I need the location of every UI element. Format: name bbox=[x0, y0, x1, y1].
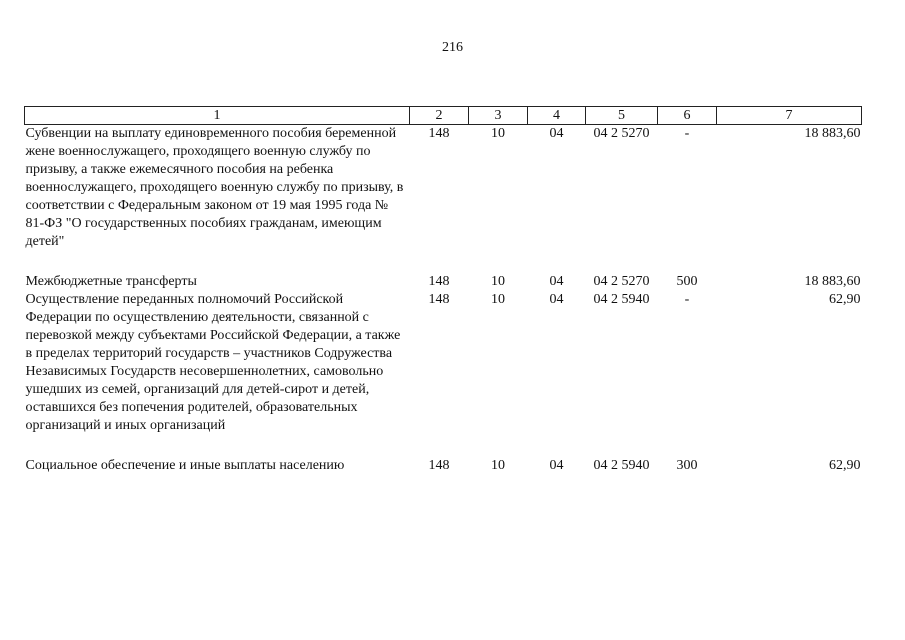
column-header-5: 5 bbox=[586, 107, 658, 125]
column-header-4: 4 bbox=[528, 107, 586, 125]
row-description: Социальное обеспечение и иные выплаты населению bbox=[25, 458, 345, 473]
row-code-4: 04 bbox=[549, 126, 564, 141]
row-code-4: 04 bbox=[549, 292, 564, 307]
header-row bbox=[25, 107, 862, 125]
table-row bbox=[25, 125, 862, 274]
row-description: Осуществление переданных полномочий Российской Федерации по осуществлению деятельности, связанной с перевозкой между субъектами Российской Федерации, а также в пределах территорий государств – участников Содружества Независимых Государств несовершеннолетних, самовольно ушедших из семей, организаций для детей-сирот и детей, оставшихся без попечения родителей, образовательных организаций и иных организаций bbox=[25, 292, 401, 433]
table-body bbox=[25, 125, 862, 476]
row-code-6: - bbox=[684, 126, 690, 141]
column-header-3: 3 bbox=[469, 107, 528, 125]
row-code-3: 10 bbox=[491, 126, 505, 141]
row-code-5: 04 2 5270 bbox=[593, 126, 650, 141]
row-description: Субвенции на выплату единовременного пособия беременной жене военнослужащего, проходящего военную службу по призыву, а также ежемесячного пособия на ребенка военнослужащего, проходящего военную службу по призыву, в соответствии с Федеральным законом от 19 мая 1995 года № 81-ФЗ "О государственных пособиях гражданам, имеющим детей" bbox=[25, 126, 404, 249]
row-code-6: - bbox=[684, 292, 690, 307]
table-row bbox=[25, 291, 862, 457]
column-header-7: 7 bbox=[717, 107, 862, 125]
page-number: 216 bbox=[442, 40, 463, 55]
row-code-5: 04 2 5940 bbox=[593, 292, 650, 307]
row-code-4: 04 bbox=[549, 458, 564, 473]
row-code-3: 10 bbox=[491, 292, 505, 307]
row-code-6: 500 bbox=[676, 274, 698, 289]
row-amount: 18 883,60 bbox=[804, 126, 861, 141]
row-code-2: 148 bbox=[428, 126, 450, 141]
row-description: Межбюджетные трансферты bbox=[25, 274, 197, 289]
row-code-4: 04 bbox=[549, 274, 564, 289]
row-code-5: 04 2 5270 bbox=[593, 274, 650, 289]
budget-table bbox=[24, 106, 862, 475]
row-amount: 62,90 bbox=[829, 458, 861, 473]
row-code-6: 300 bbox=[676, 458, 698, 473]
row-code-2: 148 bbox=[428, 274, 450, 289]
column-header-1: 1 bbox=[25, 107, 410, 125]
row-code-3: 10 bbox=[491, 274, 505, 289]
column-header-6: 6 bbox=[658, 107, 717, 125]
row-amount: 18 883,60 bbox=[804, 274, 861, 289]
row-code-2: 148 bbox=[428, 292, 450, 307]
table-row bbox=[25, 273, 862, 291]
row-code-3: 10 bbox=[491, 458, 505, 473]
row-amount: 62,90 bbox=[829, 292, 861, 307]
column-header-2: 2 bbox=[410, 107, 469, 125]
table-row bbox=[25, 457, 862, 475]
row-code-2: 148 bbox=[428, 458, 450, 473]
table-header bbox=[25, 107, 862, 125]
row-code-5: 04 2 5940 bbox=[593, 458, 650, 473]
